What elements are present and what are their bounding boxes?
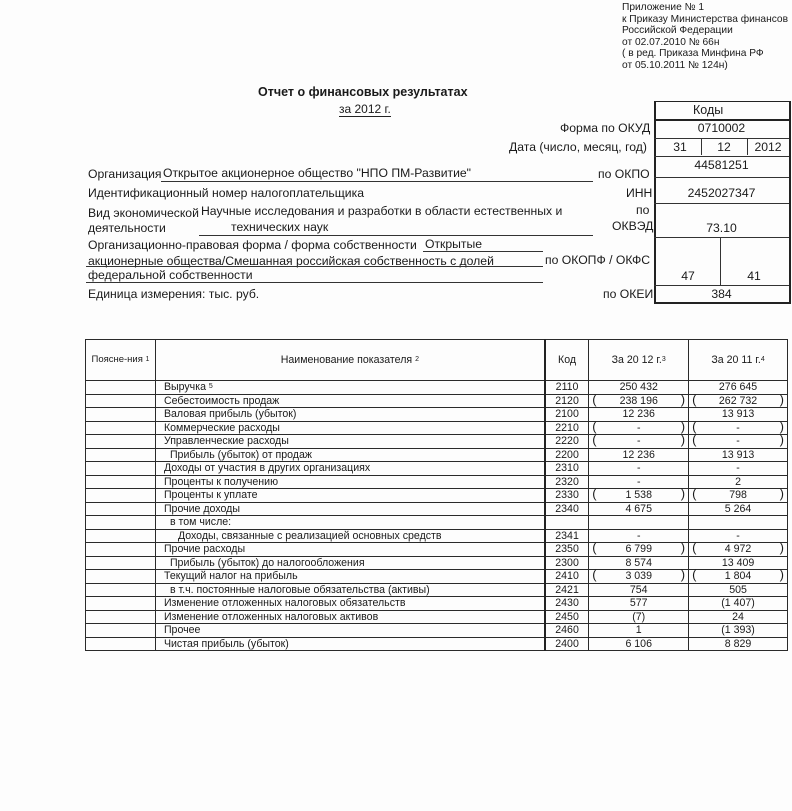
row-name-cell: [155, 502, 544, 516]
okfs-value: 41: [747, 269, 761, 283]
table-row: [86, 462, 788, 476]
table-row: [86, 543, 788, 557]
row-code: [545, 516, 589, 530]
row-prev-value: (1 407): [721, 597, 755, 610]
org-name: Открытое акционерное общество "НПО ПМ-Развитие": [163, 166, 472, 180]
legal-value-3: федеральной собственности: [88, 268, 253, 282]
okud-label: Форма по ОКУД: [560, 121, 651, 135]
table-row: [86, 583, 788, 597]
date-day: 31: [673, 140, 687, 154]
col-name-label: Наименование показателя: [280, 354, 413, 366]
open-paren: (: [592, 432, 597, 447]
row-name-cell: [155, 637, 544, 651]
table-row: [86, 516, 788, 530]
okved-label-2: ОКВЭД: [612, 219, 654, 233]
appendix-line: Российской Федерации: [622, 25, 733, 37]
row-name-cell: [155, 448, 544, 462]
open-paren: (: [592, 391, 597, 407]
row-cur-value: 1: [635, 624, 642, 637]
row-notes: [86, 502, 156, 516]
row-notes: [86, 624, 156, 638]
row-cur-value: 12 236: [622, 408, 655, 421]
row-notes: [86, 583, 156, 597]
row-name: Проценты к получению: [163, 475, 279, 488]
row-prev-value: 2: [735, 475, 742, 488]
row-code: 2310: [545, 462, 589, 476]
date-month: 12: [717, 140, 731, 154]
row-name-cell: [155, 475, 544, 489]
row-name: Доходы от участия в других организациях: [163, 462, 371, 475]
row-cur-value: -: [636, 529, 641, 542]
row-current: [589, 516, 689, 530]
row-code: 2430: [545, 597, 589, 611]
table-row: [86, 570, 788, 584]
row-name-cell: [155, 610, 544, 624]
row-name-cell: [155, 381, 544, 395]
report-title: Отчет о финансовых результатах: [258, 85, 468, 99]
row-name-cell: [155, 421, 544, 435]
row-notes: [86, 516, 156, 530]
row-prev-value: 13 409: [721, 556, 755, 569]
row-prev-value: 505: [729, 583, 747, 596]
row-notes: [86, 421, 156, 435]
close-paren: ): [779, 391, 784, 407]
row-code: 2450: [545, 610, 589, 624]
appendix-line: Приложение № 1: [622, 2, 705, 13]
row-cur-value: 577: [629, 597, 648, 610]
row-name: Валовая прибыль (убыток): [163, 408, 297, 421]
row-name-cell: [155, 597, 544, 611]
row-previous: [689, 391, 788, 408]
row-cur-value: -: [636, 462, 641, 475]
legal-value-1: Открытые: [425, 237, 483, 251]
activity-label-1: Вид экономической: [88, 206, 199, 220]
row-name-cell: [155, 529, 544, 543]
row-current: [589, 418, 689, 435]
row-code: 2341: [545, 529, 589, 543]
inn-value: 2452027347: [687, 186, 756, 200]
row-previous: [689, 502, 788, 516]
row-previous: [689, 529, 788, 543]
row-name: Прочие расходы: [163, 543, 246, 556]
row-current: [589, 381, 689, 395]
open-paren: (: [692, 486, 697, 501]
table-row: [86, 489, 788, 503]
appendix-line: от 05.10.2011 № 124н): [622, 59, 728, 71]
close-paren: ): [680, 486, 686, 501]
open-paren: (: [592, 540, 597, 555]
activity-value-1: Научные исследования и разработки в области естественных и: [201, 204, 563, 218]
date-year: 2012: [754, 140, 782, 154]
col-current-year: [589, 340, 689, 381]
row-name-cell: [155, 408, 544, 422]
row-prev-value: 4 972: [724, 543, 752, 556]
row-name: в т.ч. постоянные налоговые обязательства (активы): [169, 583, 430, 596]
okei-label: по ОКЕИ: [603, 287, 654, 301]
row-notes: [86, 462, 156, 476]
table-row: [86, 435, 788, 449]
row-code: 2220: [545, 435, 589, 449]
row-code: 2300: [545, 556, 589, 570]
okved-value: 73.10: [706, 221, 737, 235]
row-prev-value: 8 829: [724, 637, 752, 650]
row-cur-value: 238 196: [619, 394, 658, 407]
row-name-cell: [155, 516, 544, 530]
row-notes: [86, 475, 156, 489]
legal-label: Организационно-правовая форма / форма собственности: [88, 238, 417, 252]
okei-value: 384: [711, 287, 732, 301]
row-code: 2100: [545, 408, 589, 422]
row-current: [589, 597, 689, 611]
open-paren: (: [592, 486, 597, 501]
row-previous: [689, 597, 788, 611]
row-previous: [689, 567, 788, 584]
row-name-cell: [155, 394, 544, 408]
row-current: [589, 637, 689, 651]
row-cur-value: 4 675: [625, 502, 652, 515]
table-row: [86, 624, 788, 638]
col-code-label: Код: [558, 354, 577, 366]
appendix-line: ( в ред. Приказа Минфина РФ: [622, 48, 764, 60]
row-notes: [86, 597, 156, 611]
row-notes: [86, 435, 156, 449]
row-current: [589, 502, 689, 516]
okved-label-1: по: [636, 203, 650, 217]
row-name: Текущий налог на прибыль: [163, 570, 298, 583]
row-code: 2400: [545, 637, 589, 651]
row-current: [589, 475, 689, 489]
close-paren: ): [779, 567, 784, 582]
row-name: Прибыль (убыток) до налогообложения: [169, 556, 365, 569]
org-label: Организация: [88, 167, 162, 181]
row-cur-value: 250 432: [619, 381, 658, 394]
row-cur-value: 8 574: [625, 556, 652, 569]
row-notes: [86, 556, 156, 570]
row-name-cell: [155, 583, 544, 597]
row-name-cell: [155, 489, 544, 503]
open-paren: (: [692, 432, 697, 447]
row-prev-value: -: [736, 421, 740, 434]
row-current: [589, 448, 689, 462]
row-code: 2350: [545, 543, 589, 557]
open-paren: (: [692, 540, 697, 555]
okopf-value: 47: [681, 269, 695, 283]
row-code: 2460: [545, 624, 589, 638]
row-name-cell: [155, 624, 544, 638]
row-name: Прочие доходы: [163, 502, 240, 515]
col-notes-sup: 1: [145, 355, 150, 363]
row-code: 2210: [545, 421, 589, 435]
close-paren: ): [680, 391, 686, 407]
row-current: [589, 556, 689, 570]
row-name: Чистая прибыль (убыток): [163, 637, 289, 650]
row-prev-value: 24: [732, 610, 744, 623]
row-notes: [86, 543, 156, 557]
table-row: [86, 394, 788, 408]
row-code: 2340: [545, 502, 589, 516]
col-previous-year: [689, 340, 788, 381]
open-paren: (: [692, 418, 697, 434]
col-code: [545, 340, 589, 381]
row-current: [589, 610, 689, 624]
row-name: Прибыль (убыток) от продаж: [169, 448, 312, 461]
close-paren: ): [779, 432, 784, 447]
close-paren: ): [680, 540, 686, 555]
okpo-label: по ОКПО: [598, 167, 650, 181]
row-current: [589, 529, 689, 543]
row-current: [589, 391, 689, 408]
activity-value-2: технических наук: [231, 220, 329, 234]
row-code: 2110: [545, 381, 589, 395]
inn-code-label: ИНН: [626, 186, 653, 200]
row-code: 2200: [545, 448, 589, 462]
row-cur-value: (7): [632, 610, 646, 623]
row-notes: [86, 570, 156, 584]
row-name-cell: [155, 570, 544, 584]
table-row: [86, 610, 788, 624]
row-previous: [689, 610, 788, 624]
row-prev-value: (1 393): [721, 624, 755, 637]
row-current: [589, 583, 689, 597]
row-prev-value: 276 645: [718, 381, 758, 394]
table-row: [86, 448, 788, 462]
row-code: 2410: [545, 570, 589, 584]
row-prev-value: 5 264: [724, 502, 752, 515]
open-paren: (: [592, 567, 597, 582]
row-name: Коммерческие расходы: [163, 421, 280, 434]
row-current: [589, 540, 689, 557]
row-name-cell: [155, 462, 544, 476]
row-current: [589, 462, 689, 476]
row-prev-value: -: [736, 462, 740, 475]
row-name-cell: [155, 435, 544, 449]
row-prev-value: 13 913: [721, 408, 755, 421]
close-paren: ): [680, 418, 686, 434]
col-name: [155, 340, 544, 381]
row-previous: [689, 475, 788, 489]
row-cur-value: 6 799: [625, 543, 652, 556]
row-prev-value: 798: [729, 489, 747, 502]
close-paren: ): [779, 418, 784, 434]
appendix-line: от 02.07.2010 № 66н: [622, 36, 720, 48]
open-paren: (: [692, 391, 697, 407]
row-previous: [689, 624, 788, 638]
close-paren: ): [680, 432, 686, 447]
row-cur-value: -: [636, 435, 641, 448]
close-paren: ): [779, 540, 784, 555]
date-label: Дата (число, месяц, год): [509, 140, 647, 154]
financial-results-table: [85, 339, 788, 651]
row-previous: [689, 381, 788, 395]
legal-value-2: акционерные общества/Смешанная российская собственность с долей: [88, 254, 494, 268]
row-notes: [86, 610, 156, 624]
row-name: Проценты к уплате: [163, 489, 258, 502]
row-prev-value: 262 732: [718, 394, 758, 407]
row-code: 2320: [545, 475, 589, 489]
row-prev-value: -: [736, 529, 740, 542]
row-previous: [689, 556, 788, 570]
row-name: Доходы, связанные с реализацией основных средств: [177, 529, 442, 542]
row-notes: [86, 394, 156, 408]
row-previous: [689, 540, 788, 557]
open-paren: (: [692, 567, 697, 582]
row-previous: [689, 432, 788, 449]
row-cur-value: 754: [629, 583, 648, 596]
row-current: [589, 432, 689, 449]
unit-label: Единица измерения: тыс. руб.: [88, 287, 260, 301]
col-previous-sup: 4: [760, 356, 765, 363]
col-current-sup: 3: [661, 356, 666, 363]
col-current-label: За 20 12 г.: [611, 354, 662, 366]
col-notes: [86, 340, 156, 381]
row-name: Изменение отложенных налоговых обязательств: [163, 597, 406, 610]
row-previous: [689, 418, 788, 435]
row-name: Выручка: [163, 381, 206, 394]
row-cur-value: -: [636, 475, 641, 488]
row-code: 2120: [545, 394, 589, 408]
row-prev-value: 13 913: [721, 448, 755, 461]
row-sup: 5: [208, 383, 213, 391]
open-paren: (: [592, 418, 597, 434]
row-previous: [689, 637, 788, 651]
row-previous: [689, 583, 788, 597]
activity-label-2: деятельности: [88, 221, 166, 235]
close-paren: ): [779, 486, 784, 501]
report-period: за 2012 г.: [339, 102, 391, 116]
row-current: [589, 486, 689, 503]
row-current: [589, 567, 689, 584]
row-current: [589, 624, 689, 638]
row-name: Себестоимость продаж: [163, 394, 280, 407]
col-notes-label: Поясне-ния: [91, 353, 143, 365]
close-paren: ): [680, 567, 686, 582]
row-previous: [689, 516, 788, 530]
row-cur-value: 12 236: [622, 448, 655, 461]
okud-value: 0710002: [697, 121, 746, 135]
table-row: [86, 597, 788, 611]
okopf-label: по ОКОПФ / ОКФС: [545, 253, 651, 267]
row-code: 2330: [545, 489, 589, 503]
row-name: в том числе:: [169, 516, 232, 529]
appendix-note: [622, 2, 788, 72]
row-cur-value: 1 538: [625, 489, 652, 502]
table-row: [86, 502, 788, 516]
col-name-sup: 2: [415, 356, 419, 363]
row-previous: [689, 486, 788, 503]
col-previous-label: За 20 11 г.: [711, 354, 761, 366]
table-header-row: [86, 340, 788, 381]
inn-label: Идентификационный номер налогоплательщика: [88, 186, 364, 200]
row-notes: [86, 448, 156, 462]
row-notes: [86, 489, 156, 503]
row-code: 2421: [545, 583, 589, 597]
row-previous: [689, 462, 788, 476]
row-previous: [689, 448, 788, 462]
row-notes: [86, 381, 156, 395]
row-name: Прочее: [163, 624, 201, 637]
row-name: Управленческие расходы: [163, 435, 289, 448]
row-previous: [689, 408, 788, 422]
row-current: [589, 408, 689, 422]
row-notes: [86, 529, 156, 543]
row-name: Изменение отложенных налоговых активов: [163, 610, 379, 623]
appendix-line: к Приказу Министерства финансов: [622, 13, 788, 25]
row-cur-value: 6 106: [625, 637, 652, 650]
table-row: [86, 637, 788, 651]
row-prev-value: -: [736, 435, 740, 448]
row-prev-value: 1 804: [724, 570, 752, 583]
okpo-value: 44581251: [694, 158, 749, 172]
row-notes: [86, 637, 156, 651]
codes-header: Коды: [693, 103, 724, 117]
row-notes: [86, 408, 156, 422]
row-name-cell: [155, 543, 544, 557]
row-cur-value: 3 039: [625, 570, 652, 583]
row-name-cell: [155, 556, 544, 570]
row-cur-value: -: [636, 421, 641, 434]
